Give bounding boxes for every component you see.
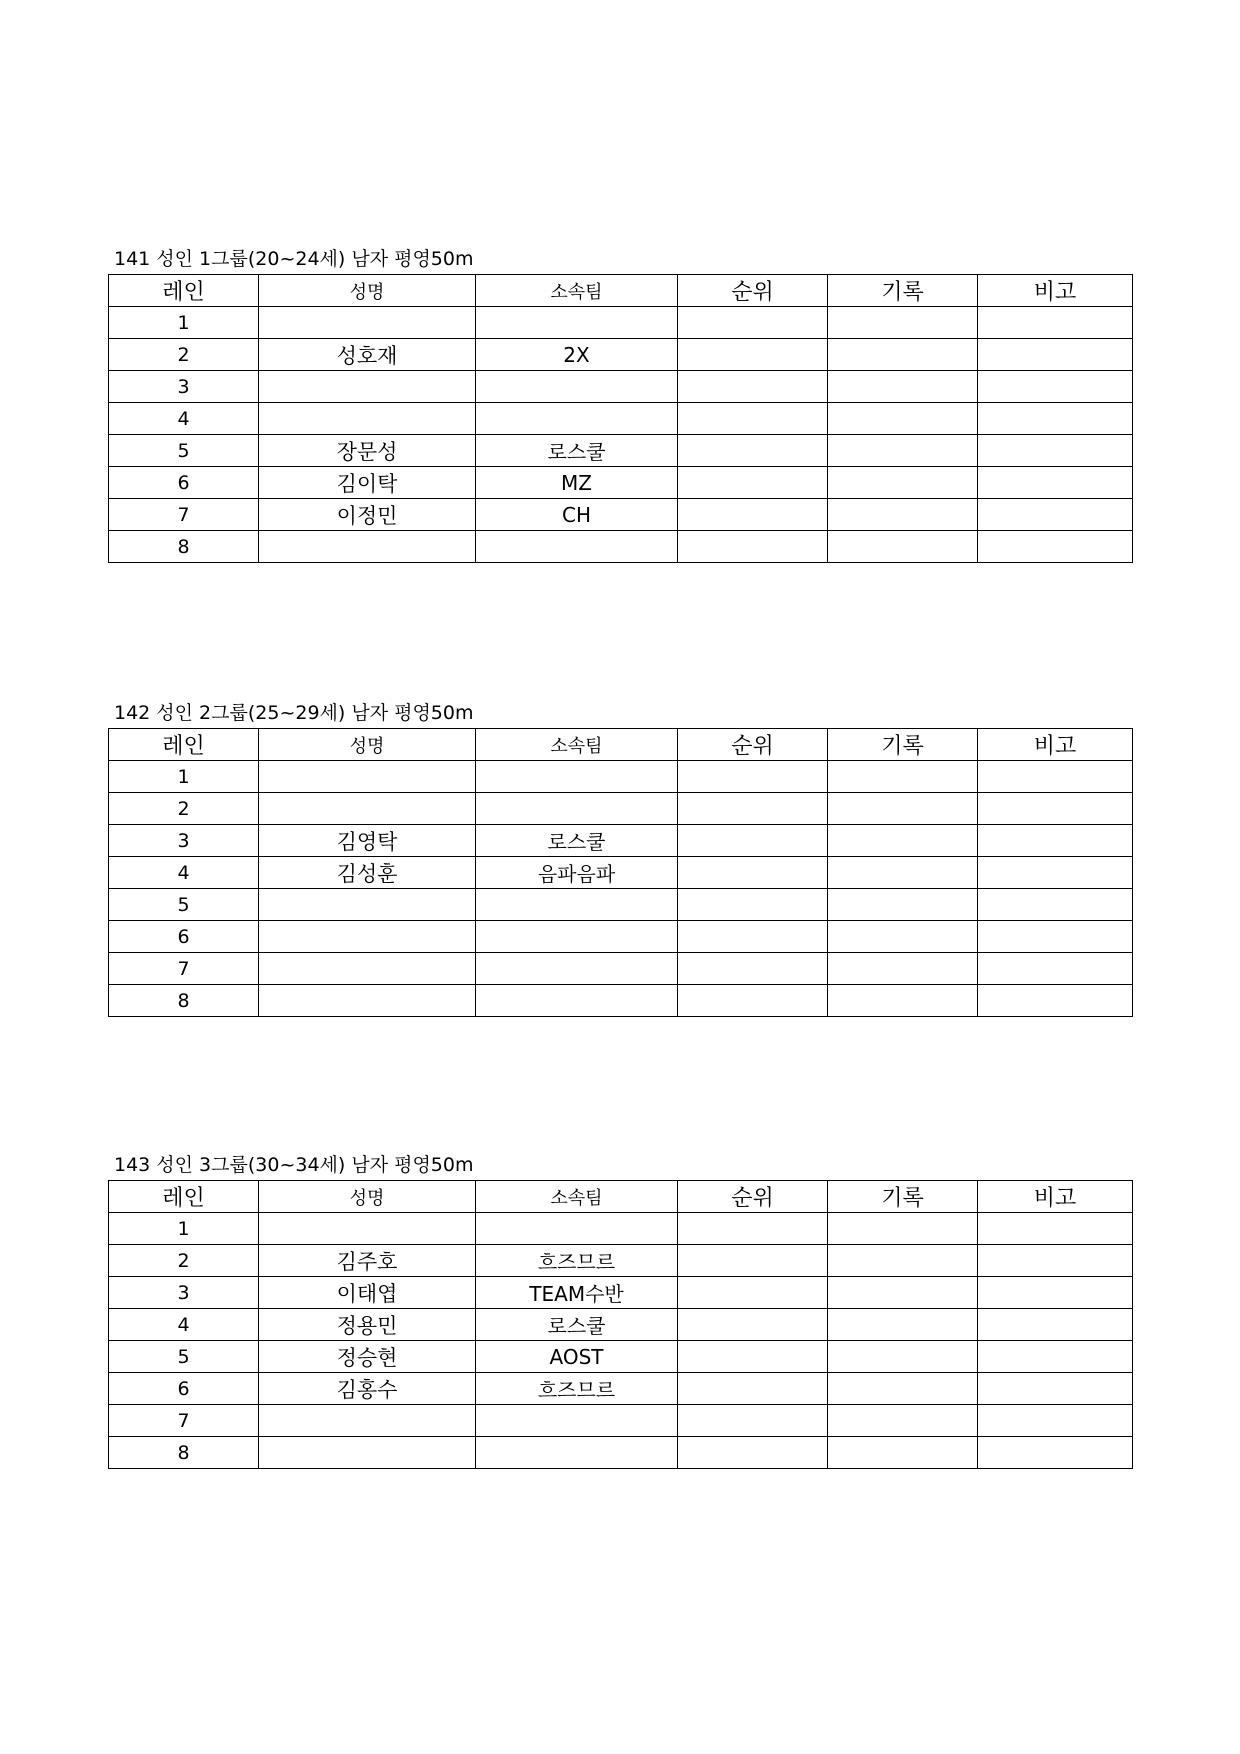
- cell-rank: [678, 499, 828, 531]
- cell-name: 장문성: [259, 435, 476, 467]
- cell-team: [476, 761, 678, 793]
- cell-note: [978, 467, 1133, 499]
- cell-rank: [678, 371, 828, 403]
- cell-note: [978, 761, 1133, 793]
- cell-rank: [678, 403, 828, 435]
- column-header-lane: 레인: [109, 729, 259, 761]
- cell-name: 이정민: [259, 499, 476, 531]
- table-row: [109, 1373, 1133, 1405]
- cell-rank: [678, 921, 828, 953]
- cell-team: 로스쿨: [476, 435, 678, 467]
- cell-team: [476, 953, 678, 985]
- column-header-record: 기록: [828, 275, 978, 307]
- cell-rank: [678, 531, 828, 563]
- cell-name: 김성훈: [259, 857, 476, 889]
- cell-note: [978, 953, 1133, 985]
- cell-note: [978, 531, 1133, 563]
- column-header-record: 기록: [828, 1181, 978, 1213]
- cell-team: 2X: [476, 339, 678, 371]
- header-row: [109, 275, 1133, 307]
- cell-lane: 4: [109, 857, 259, 889]
- table-row: [109, 1309, 1133, 1341]
- cell-rank: [678, 857, 828, 889]
- cell-record: [828, 1245, 978, 1277]
- table-row: [109, 1245, 1133, 1277]
- cell-team: [476, 1405, 678, 1437]
- cell-rank: [678, 1405, 828, 1437]
- cell-team: [476, 531, 678, 563]
- cell-team: 로스쿨: [476, 825, 678, 857]
- cell-note: [978, 1277, 1133, 1309]
- cell-lane: 8: [109, 531, 259, 563]
- table-row: [109, 793, 1133, 825]
- cell-record: [828, 857, 978, 889]
- cell-record: [828, 1213, 978, 1245]
- column-header-note: 비고: [978, 275, 1133, 307]
- cell-note: [978, 1373, 1133, 1405]
- cell-name: 정용민: [259, 1309, 476, 1341]
- cell-team: [476, 307, 678, 339]
- column-header-name: 성명: [259, 1181, 476, 1213]
- cell-rank: [678, 1309, 828, 1341]
- cell-name: [259, 531, 476, 563]
- column-header-note: 비고: [978, 729, 1133, 761]
- cell-rank: [678, 889, 828, 921]
- table-row: [109, 339, 1133, 371]
- column-header-team: 소속팀: [476, 1181, 678, 1213]
- cell-note: [978, 793, 1133, 825]
- cell-lane: 8: [109, 985, 259, 1017]
- cell-lane: 7: [109, 499, 259, 531]
- cell-record: [828, 985, 978, 1017]
- cell-rank: [678, 1373, 828, 1405]
- cell-rank: [678, 825, 828, 857]
- cell-record: [828, 921, 978, 953]
- table-row: [109, 1405, 1133, 1437]
- cell-lane: 5: [109, 435, 259, 467]
- cell-note: [978, 435, 1133, 467]
- cell-note: [978, 921, 1133, 953]
- cell-name: 김주호: [259, 1245, 476, 1277]
- cell-team: 음파음파: [476, 857, 678, 889]
- cell-name: [259, 889, 476, 921]
- cell-team: [476, 921, 678, 953]
- cell-name: [259, 371, 476, 403]
- table-row: [109, 953, 1133, 985]
- cell-note: [978, 371, 1133, 403]
- table-row: [109, 1437, 1133, 1469]
- cell-record: [828, 371, 978, 403]
- cell-rank: [678, 953, 828, 985]
- cell-note: [978, 499, 1133, 531]
- column-header-rank: 순위: [678, 1181, 828, 1213]
- cell-name: [259, 985, 476, 1017]
- cell-team: TEAM수반: [476, 1277, 678, 1309]
- column-header-lane: 레인: [109, 1181, 259, 1213]
- cell-team: 로스쿨: [476, 1309, 678, 1341]
- cell-rank: [678, 985, 828, 1017]
- column-header-rank: 순위: [678, 729, 828, 761]
- table-row: [109, 531, 1133, 563]
- event-section: [108, 698, 1132, 1017]
- table-row: [109, 1341, 1133, 1373]
- cell-lane: 2: [109, 1245, 259, 1277]
- cell-record: [828, 467, 978, 499]
- cell-team: [476, 793, 678, 825]
- cell-lane: 1: [109, 1213, 259, 1245]
- cell-name: [259, 793, 476, 825]
- cell-name: 김이탁: [259, 467, 476, 499]
- cell-record: [828, 1277, 978, 1309]
- cell-rank: [678, 1341, 828, 1373]
- heat-table: [108, 728, 1133, 1017]
- cell-lane: 8: [109, 1437, 259, 1469]
- heat-table: [108, 274, 1133, 563]
- event-section: [108, 244, 1132, 563]
- cell-name: 성호재: [259, 339, 476, 371]
- cell-lane: 3: [109, 1277, 259, 1309]
- cell-team: [476, 1437, 678, 1469]
- cell-lane: 4: [109, 1309, 259, 1341]
- cell-note: [978, 1309, 1133, 1341]
- cell-name: 김영탁: [259, 825, 476, 857]
- cell-name: [259, 953, 476, 985]
- column-header-name: 성명: [259, 275, 476, 307]
- cell-note: [978, 307, 1133, 339]
- cell-name: [259, 921, 476, 953]
- cell-team: MZ: [476, 467, 678, 499]
- cell-name: [259, 307, 476, 339]
- cell-name: [259, 761, 476, 793]
- cell-lane: 1: [109, 307, 259, 339]
- table-row: [109, 857, 1133, 889]
- cell-note: [978, 857, 1133, 889]
- cell-record: [828, 761, 978, 793]
- cell-record: [828, 531, 978, 563]
- cell-record: [828, 1405, 978, 1437]
- cell-team: [476, 889, 678, 921]
- column-header-lane: 레인: [109, 275, 259, 307]
- cell-lane: 6: [109, 467, 259, 499]
- cell-lane: 3: [109, 371, 259, 403]
- table-row: [109, 307, 1133, 339]
- table-row: [109, 985, 1133, 1017]
- cell-note: [978, 403, 1133, 435]
- cell-lane: 6: [109, 921, 259, 953]
- event-section: [108, 1150, 1132, 1469]
- cell-team: AOST: [476, 1341, 678, 1373]
- cell-rank: [678, 1437, 828, 1469]
- cell-name: [259, 403, 476, 435]
- cell-lane: 5: [109, 889, 259, 921]
- cell-note: [978, 1405, 1133, 1437]
- cell-note: [978, 1213, 1133, 1245]
- cell-record: [828, 953, 978, 985]
- cell-rank: [678, 435, 828, 467]
- cell-rank: [678, 467, 828, 499]
- column-header-record: 기록: [828, 729, 978, 761]
- cell-rank: [678, 761, 828, 793]
- column-header-name: 성명: [259, 729, 476, 761]
- cell-name: 이태엽: [259, 1277, 476, 1309]
- table-row: [109, 467, 1133, 499]
- table-row: [109, 1277, 1133, 1309]
- event-title: 142 성인 2그룹(25~29세) 남자 평영50m: [114, 702, 474, 724]
- cell-rank: [678, 1213, 828, 1245]
- cell-note: [978, 889, 1133, 921]
- cell-lane: 6: [109, 1373, 259, 1405]
- cell-name: 정승현: [259, 1341, 476, 1373]
- cell-note: [978, 825, 1133, 857]
- cell-record: [828, 889, 978, 921]
- cell-record: [828, 1437, 978, 1469]
- cell-team: 흐즈므르: [476, 1245, 678, 1277]
- cell-lane: 7: [109, 1405, 259, 1437]
- cell-lane: 5: [109, 1341, 259, 1373]
- table-row: [109, 499, 1133, 531]
- event-title: 143 성인 3그룹(30~34세) 남자 평영50m: [114, 1154, 474, 1176]
- cell-lane: 1: [109, 761, 259, 793]
- cell-note: [978, 339, 1133, 371]
- cell-team: [476, 1213, 678, 1245]
- cell-record: [828, 825, 978, 857]
- cell-lane: 2: [109, 793, 259, 825]
- table-row: [109, 1213, 1133, 1245]
- cell-name: [259, 1213, 476, 1245]
- table-row: [109, 371, 1133, 403]
- cell-team: [476, 985, 678, 1017]
- cell-lane: 4: [109, 403, 259, 435]
- cell-team: 흐즈므르: [476, 1373, 678, 1405]
- cell-lane: 7: [109, 953, 259, 985]
- cell-lane: 2: [109, 339, 259, 371]
- column-header-team: 소속팀: [476, 275, 678, 307]
- table-row: [109, 889, 1133, 921]
- table-row: [109, 921, 1133, 953]
- cell-note: [978, 1245, 1133, 1277]
- cell-rank: [678, 1245, 828, 1277]
- cell-note: [978, 1341, 1133, 1373]
- cell-record: [828, 435, 978, 467]
- cell-rank: [678, 793, 828, 825]
- table-row: [109, 403, 1133, 435]
- cell-team: [476, 371, 678, 403]
- cell-rank: [678, 307, 828, 339]
- cell-team: [476, 403, 678, 435]
- cell-record: [828, 1373, 978, 1405]
- table-row: [109, 435, 1133, 467]
- cell-lane: 3: [109, 825, 259, 857]
- event-title: 141 성인 1그룹(20~24세) 남자 평영50m: [114, 248, 474, 270]
- table-row: [109, 825, 1133, 857]
- cell-record: [828, 793, 978, 825]
- cell-record: [828, 499, 978, 531]
- cell-team: CH: [476, 499, 678, 531]
- cell-record: [828, 339, 978, 371]
- header-row: [109, 1181, 1133, 1213]
- cell-rank: [678, 1277, 828, 1309]
- column-header-note: 비고: [978, 1181, 1133, 1213]
- cell-rank: [678, 339, 828, 371]
- cell-note: [978, 1437, 1133, 1469]
- header-row: [109, 729, 1133, 761]
- heat-table: [108, 1180, 1133, 1469]
- cell-record: [828, 403, 978, 435]
- cell-record: [828, 1309, 978, 1341]
- table-row: [109, 761, 1133, 793]
- cell-record: [828, 1341, 978, 1373]
- cell-record: [828, 307, 978, 339]
- cell-name: [259, 1437, 476, 1469]
- column-header-team: 소속팀: [476, 729, 678, 761]
- cell-note: [978, 985, 1133, 1017]
- column-header-rank: 순위: [678, 275, 828, 307]
- cell-name: 김홍수: [259, 1373, 476, 1405]
- cell-name: [259, 1405, 476, 1437]
